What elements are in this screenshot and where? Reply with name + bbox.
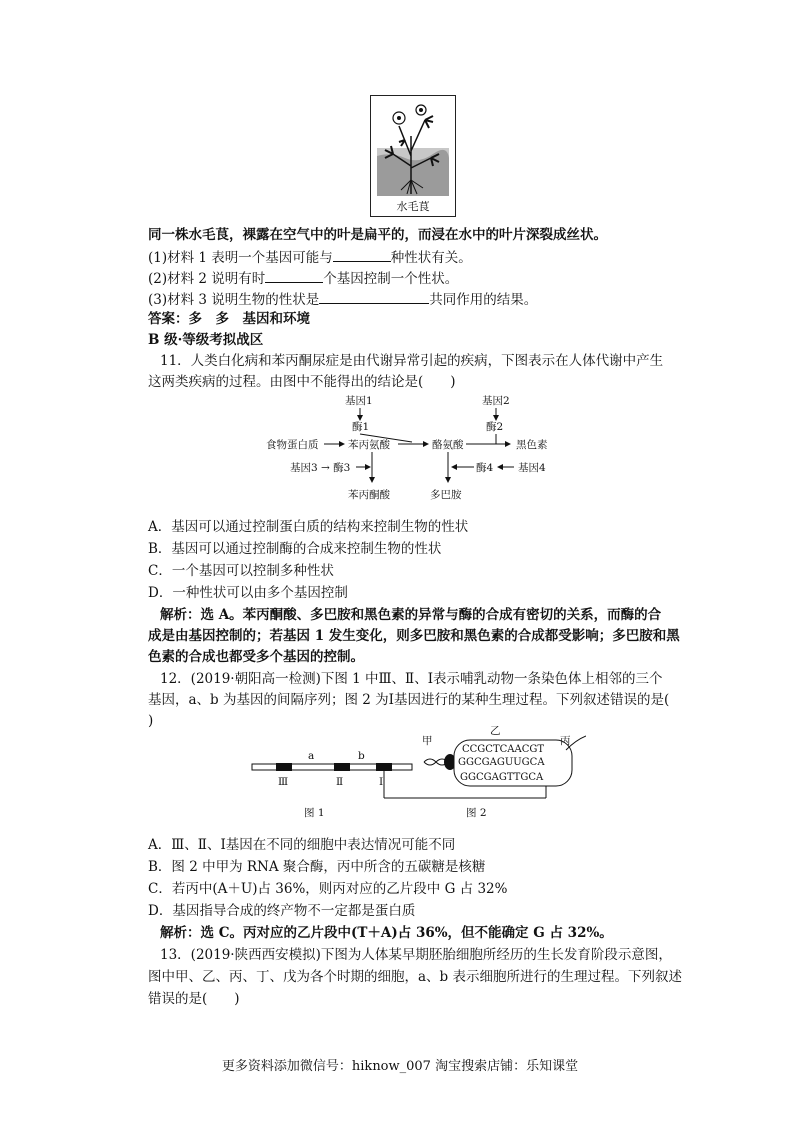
dopamine-label: 多巴胺 [430,489,462,501]
q12-option-c: C．若丙中(A＋U)占 36%，则丙对应的乙片段中 G 占 32% [148,881,508,897]
q11-option-d: D．一种性状可以由多个基因控制 [148,585,348,601]
q11-option-a: A．基因可以通过控制蛋白质的结构来控制生物的性状 [148,519,469,535]
q11-analysis-1: 解析：选 A。苯丙酮酸、多巴胺和黑色素的异常与酶的合成有密切的关系，而酶的合 [160,607,662,623]
plant-figure [370,95,456,217]
q11-analysis-3: 色素的合成也都受多个基因的控制。 [148,649,364,665]
q13-stem-2: 图中甲、乙、丙、丁、戊为各个时期的细胞，a、b 表示细胞所进行的生理过程。下列叙述 [148,969,682,985]
melanin-label: 黑色素 [516,439,548,451]
gene1-label: 基因1 [345,395,373,407]
gene-iii-label: Ⅲ [278,776,289,788]
q12-stem-2: 基因，a、b 为基因的间隔序列；图 2 为Ⅰ基因进行的某种生理过程。下列叙述错误的是( [148,692,670,708]
q13-stem-3: 错误的是( ) [148,991,240,1007]
enzyme1-label: 酶1 [352,421,370,433]
sequence-2: GGCGAGUUGCA [458,757,545,768]
gene-ii-label: Ⅱ [336,776,344,788]
q11-option-c: C．一个基因可以控制多种性状 [148,563,334,579]
gene2-label: 基因2 [482,395,510,407]
intro-text: 同一株水毛茛，裸露在空气中的叶是扁平的，而浸在水中的叶片深裂成丝状。 [148,227,607,243]
gene3-enzyme3-label: 基因3 → 酶3 [290,462,351,474]
gene-expression-diagram [246,726,586,826]
jia-label: 甲 [422,735,433,747]
fig1-label: 图 1 [304,807,325,819]
food-protein-label: 食物蛋白质 [266,439,319,451]
q13-stem-1: 13．(2019·陕西西安模拟)下图为人体某早期胚胎细胞所经历的生长发育阶段示意图， [160,947,672,963]
answer-line: 答案：多 多 基因和环境 [148,311,310,327]
q11-analysis-2: 成是由基因控制的；若基因 1 发生变化，则多巴胺和黑色素的合成都受影响；多巴胺和黑 [148,628,680,644]
phenylalanine-label: 苯丙氨酸 [348,439,390,451]
metabolism-diagram [260,392,600,504]
q12-analysis: 解析：选 C。丙对应的乙片段中(T＋A)占 36%，但不能确定 G 占 32%。 [160,925,613,941]
q12-option-d: D．基因指导合成的终产物不一定都是蛋白质 [148,903,416,919]
gene-i-label: Ⅰ [379,776,384,788]
section-heading: B 级·等级考拟战区 [148,332,264,348]
q12-option-b: B．图 2 中甲为 RNA 聚合酶，丙中所含的五碳糖是核糖 [148,859,486,875]
bing-label: 丙 [560,735,571,747]
q12-stem-3: ) [148,713,154,729]
q11-stem-1: 11．人类白化病和苯丙酮尿症是由代谢异常引起的疾病，下图表示在人体代谢中产生 [160,353,664,369]
enzyme4-label: 酶4 [476,462,494,474]
tyrosine-label: 酪氨酸 [432,439,464,451]
yi-label: 乙 [490,726,501,737]
question-item-1: (1)材料 1 表明一个基因可能与 种性状有关。 [148,247,472,267]
sequence-1: CCGCTCAACGT [462,744,545,755]
question-item-3: (3)材料 3 说明生物的性状是 共同作用的结果。 [148,289,537,309]
q12-stem-1: 12．(2019·朝阳高一检测)下图 1 中Ⅲ、Ⅱ、Ⅰ表示哺乳动物一条染色体上相邻的三个 [160,671,663,687]
q12-option-a: A．Ⅲ、Ⅱ、Ⅰ基因在不同的细胞中表达情况可能不同 [148,837,456,853]
interval-a-label: a [308,750,315,762]
gene4-label: 基因4 [518,462,546,474]
interval-b-label: b [358,750,365,762]
question-item-2: (2)材料 2 说明有时 个基因控制一个性状。 [148,268,458,288]
sequence-3: GGCGAGTTGCA [460,772,544,783]
answer-blank-2[interactable] [265,268,323,283]
answer-blank-1[interactable] [333,247,391,262]
enzyme2-label: 酶2 [486,421,504,433]
q11-stem-2: 这两类疾病的过程。由图中不能得出的结论是( ) [148,374,456,390]
figure-caption: 水毛茛 [396,200,430,213]
fig2-label: 图 2 [466,807,487,819]
page-footer: 更多资料添加微信号：hiknow_007 淘宝搜索店铺：乐知课堂 [221,1059,579,1074]
q11-option-b: B．基因可以通过控制酶的合成来控制生物的性状 [148,541,442,557]
phenylpyruvate-label: 苯丙酮酸 [348,489,390,501]
answer-blank-3[interactable] [319,289,429,304]
water-buttercup-illustration [371,96,455,200]
